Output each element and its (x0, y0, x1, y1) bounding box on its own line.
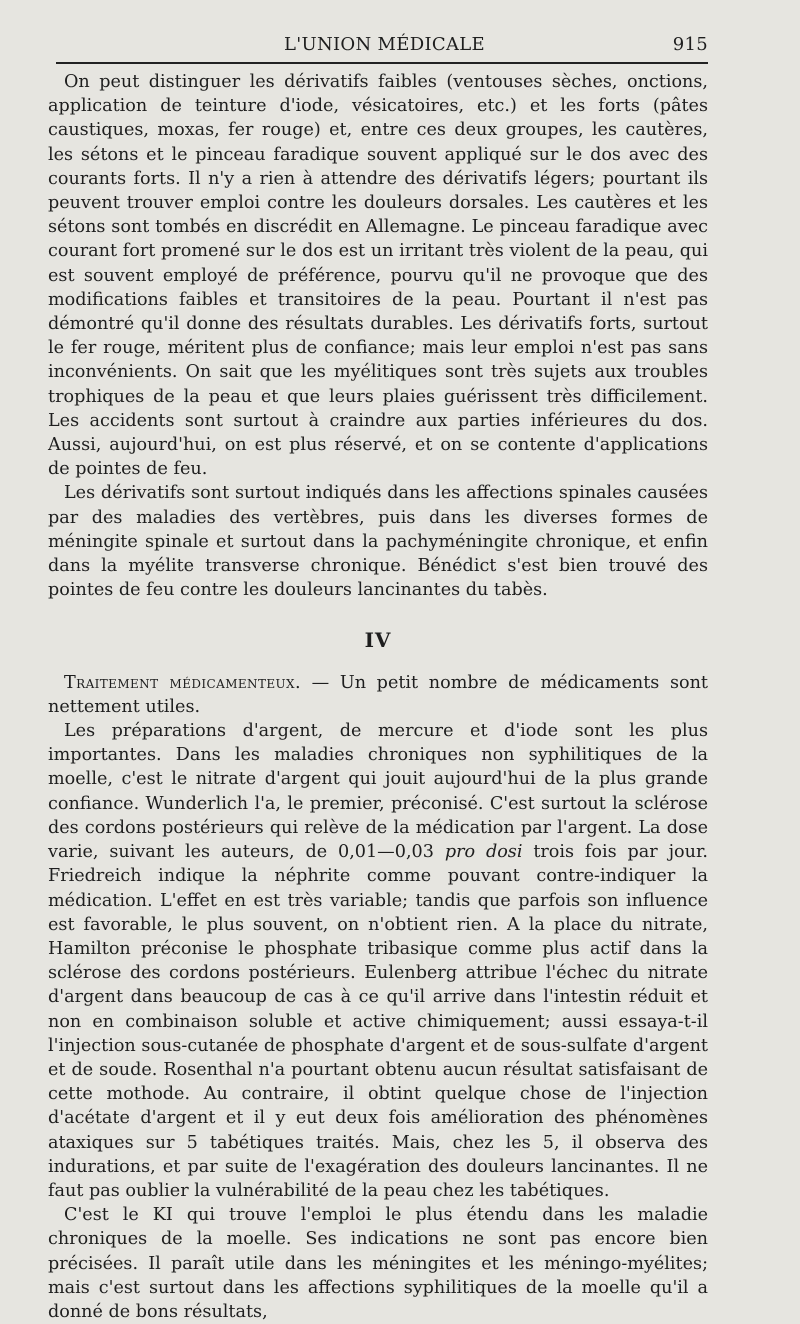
paragraph-argent (48, 719, 708, 1203)
paragraph-argent-part1: Les préparations d'argent, de mercure et d'iode sont les plus importantes. Dans les maladies chroniques non syphilitiques de la moelle, c'est le nitrate d'argent qui jouit aujourd'hui de la plus grande confiance. Wunderlich l'a, le premier, préconisé. C'est surtout la sclérose des cordons postérieurs qui relève de la médication par l'argent. La dose varie, suivant les auteurs, de 0,01—0,03 (48, 721, 708, 863)
header-rule (56, 62, 708, 64)
paragraph-derivatifs-indications: Les dérivatifs sont surtout indiqués dans les affections spinales causées par des maladies des vertèbres, puis dans les diverses formes de méningite spinale et surtout dans la pachyméningite chronique, et enfin dans la myélite transverse chronique. Bénédict s'est bien trouvé des pointes de feu contre les douleurs lancinantes du tabès. (48, 483, 708, 601)
paragraph-argent-part2: trois fois par jour. Friedreich indique la néphrite comme pouvant contre-indiquer la médication. L'effet en est très variable; tandis que parfois son influence est favorable, le plus souvent, on n'obtient rien. A la place du nitrate, Hamilton préconise le phosphate tribasique comme plus actif dans la sclérose des cordons postérieurs. Eulenberg attribue l'échec du nitrate d'argent dans beaucoup de cas à ce qu'il arrive dans l'intestin réduit et non en combinaison soluble et active chimiquement; aussi essaya-t-il l'injection sous-cutanée de phosphate d'argent et de sous-sulfate d'argent et de soude. Rosenthal n'a pourtant obtenu aucun résultat satisfaisant de cette mothode. Au contraire, il obtint quelque chose de l'injection d'acétate d'argent et il y eut deux fois amélioration des phénomènes ataxiques sur 5 tabétiques traités. Mais, chez les 5, il observa des indurations, et par suite de l'exagération des douleurs lancinantes. Il ne faut pas oublier la vulnérabilité de la peau chez les tabétiques. (48, 842, 709, 1201)
section-heading-paragraph (48, 671, 708, 719)
body-text (48, 70, 708, 1324)
page-number: 915 (672, 34, 708, 55)
running-header (48, 34, 708, 60)
section-number: IV (364, 628, 392, 653)
header-title: L'UNION MÉDICALE (284, 34, 485, 55)
paragraph-derivatifs-types: On peut distinguer les dérivatifs faibles (ventouses sèches, onctions, application de teinture d'iode, vésicatoires, etc.) et les forts (pâtes caustiques, moxas, fer rouge) et, entre ces deux groupes, les cautères, les sétons et le pinceau faradique souvent appliqué sur le dos avec des courants forts. Il n'y a rien à attendre des dérivatifs légers; pourtant ils peuvent trouver emploi contre les douleurs dorsales. Les cautères et les sétons sont tombés en discrédit en Allemagne. Le pinceau faradique avec courant fort promené sur le dos est un irritant très violent de la peau, qui est souvent employé de préférence, pourvu qu'il ne provoque que des modifications faibles et transitoires de la peau. Pourtant il n'est pas démontré qu'il donne des résultats durables. Les dérivatifs forts, surtout le fer rouge, méritent plus de confiance; mais leur emploi n'est pas sans inconvénients. On sait que les myélitiques sont très sujets aux troubles trophiques de la peau et que leurs plaies guérissent très difficilement. Les accidents sont surtout à craindre aux parties inférieures du dos. Aussi, aujourd'hui, on est plus réservé, et on se contente d'applications de pointes de feu. (48, 72, 708, 480)
section-heading: Traitement médicamenteux. (64, 672, 301, 693)
section-lead: — Un petit nombre de médicaments sont nettement utiles. (48, 672, 708, 717)
paragraph-argent-italic: pro dosi (444, 842, 523, 863)
paragraph-ki: C'est le KI qui trouve l'emploi le plus étendu dans les maladie chroniques de la moelle. Ses indications ne sont pas encore bien précisées. Il paraît utile dans les méningites et les méningo-myélites; mais c'est surtout dans les affections syphilitiques de la moelle qu'il a donné de bons résultats, (48, 1205, 708, 1322)
